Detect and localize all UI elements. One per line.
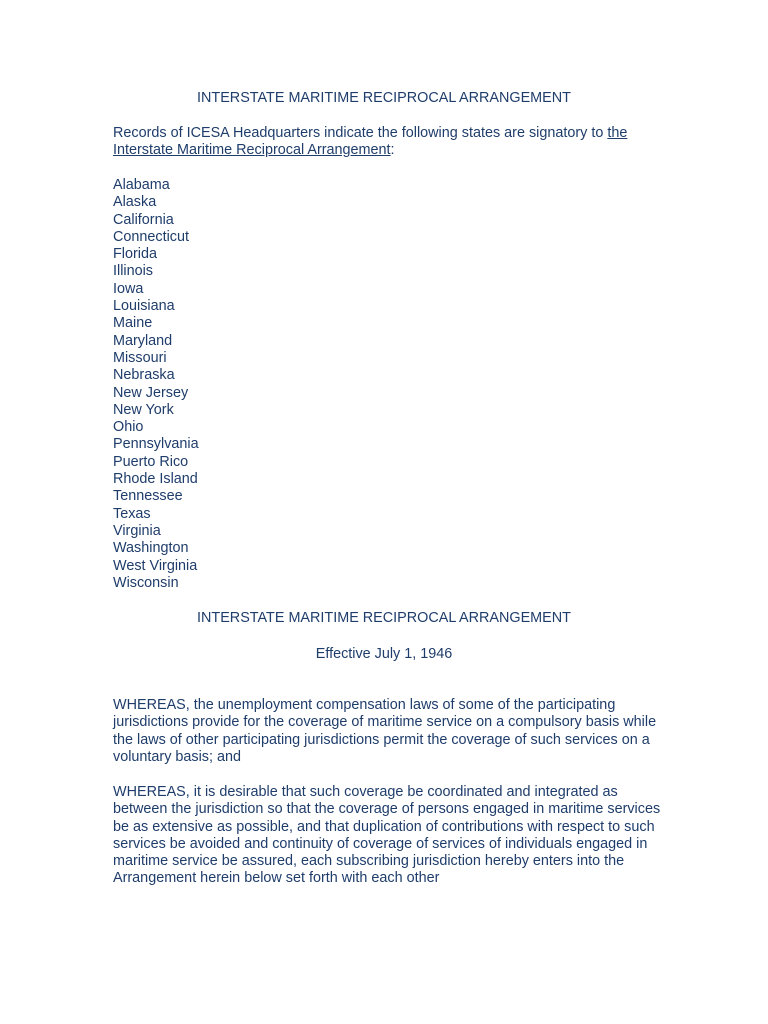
state-list-item: Tennessee <box>113 488 183 505</box>
document-title: INTERSTATE MARITIME RECIPROCAL ARRANGEMENT <box>197 90 571 106</box>
state-list-item: Wisconsin <box>113 574 179 591</box>
state-list-item: Florida <box>113 246 157 263</box>
arrangement-link[interactable]: the Interstate Maritime Reciprocal Arrangement <box>113 125 628 159</box>
state-list-item: Nebraska <box>113 367 175 384</box>
intro-prefix: Records of ICESA Headquarters indicate the following states are signatory to <box>113 125 608 141</box>
state-list-item: Washington <box>113 540 189 557</box>
intro-paragraph <box>113 125 661 160</box>
state-list-item: Virginia <box>113 522 161 539</box>
state-list-item: Missouri <box>113 349 167 366</box>
state-list-item: Connecticut <box>113 228 189 245</box>
state-list-item: Alaska <box>113 194 157 211</box>
state-list-item: Pennsylvania <box>113 436 199 453</box>
state-list-item: Illinois <box>113 263 153 280</box>
state-list-item: Texas <box>113 505 151 522</box>
state-list-item: Puerto Rico <box>113 453 189 470</box>
state-list-item: Alabama <box>113 177 170 193</box>
state-list-item: Ohio <box>113 419 144 436</box>
state-list-item: Rhode Island <box>113 471 198 488</box>
signatory-states-list <box>113 177 661 592</box>
state-list-item: Louisiana <box>113 298 175 315</box>
state-list-item: New York <box>113 401 174 418</box>
state-list-item: Maine <box>113 315 153 332</box>
whereas-paragraph-1: WHEREAS, the unemployment compensation laws of some of the participating jurisdictions provide for the coverage of maritime service on a compulsory basis while the laws of other participating jurisdictions permit the coverage of such services on a voluntary basis; and <box>113 697 657 765</box>
state-list-item: California <box>113 211 174 228</box>
state-list-item: New Jersey <box>113 384 189 401</box>
section-title: INTERSTATE MARITIME RECIPROCAL ARRANGEMENT <box>197 610 571 626</box>
state-list-item: Iowa <box>113 280 144 297</box>
whereas-paragraph-2: WHEREAS, it is desirable that such coverage be coordinated and integrated as between the jurisdiction so that the coverage of persons engaged in maritime services be as extensive as possible, and that duplication of contributions with respect to such services be avoided and continuity of coverage of services of individuals engaged in maritime service be assured, each subscribing jurisdiction hereby enters into the Arrangement herein below set forth with each other <box>113 784 661 887</box>
effective-date: Effective July 1, 1946 <box>315 646 453 662</box>
state-list-item: West Virginia <box>113 557 198 574</box>
state-list-item: Maryland <box>113 332 173 349</box>
intro-suffix: : <box>390 142 395 159</box>
